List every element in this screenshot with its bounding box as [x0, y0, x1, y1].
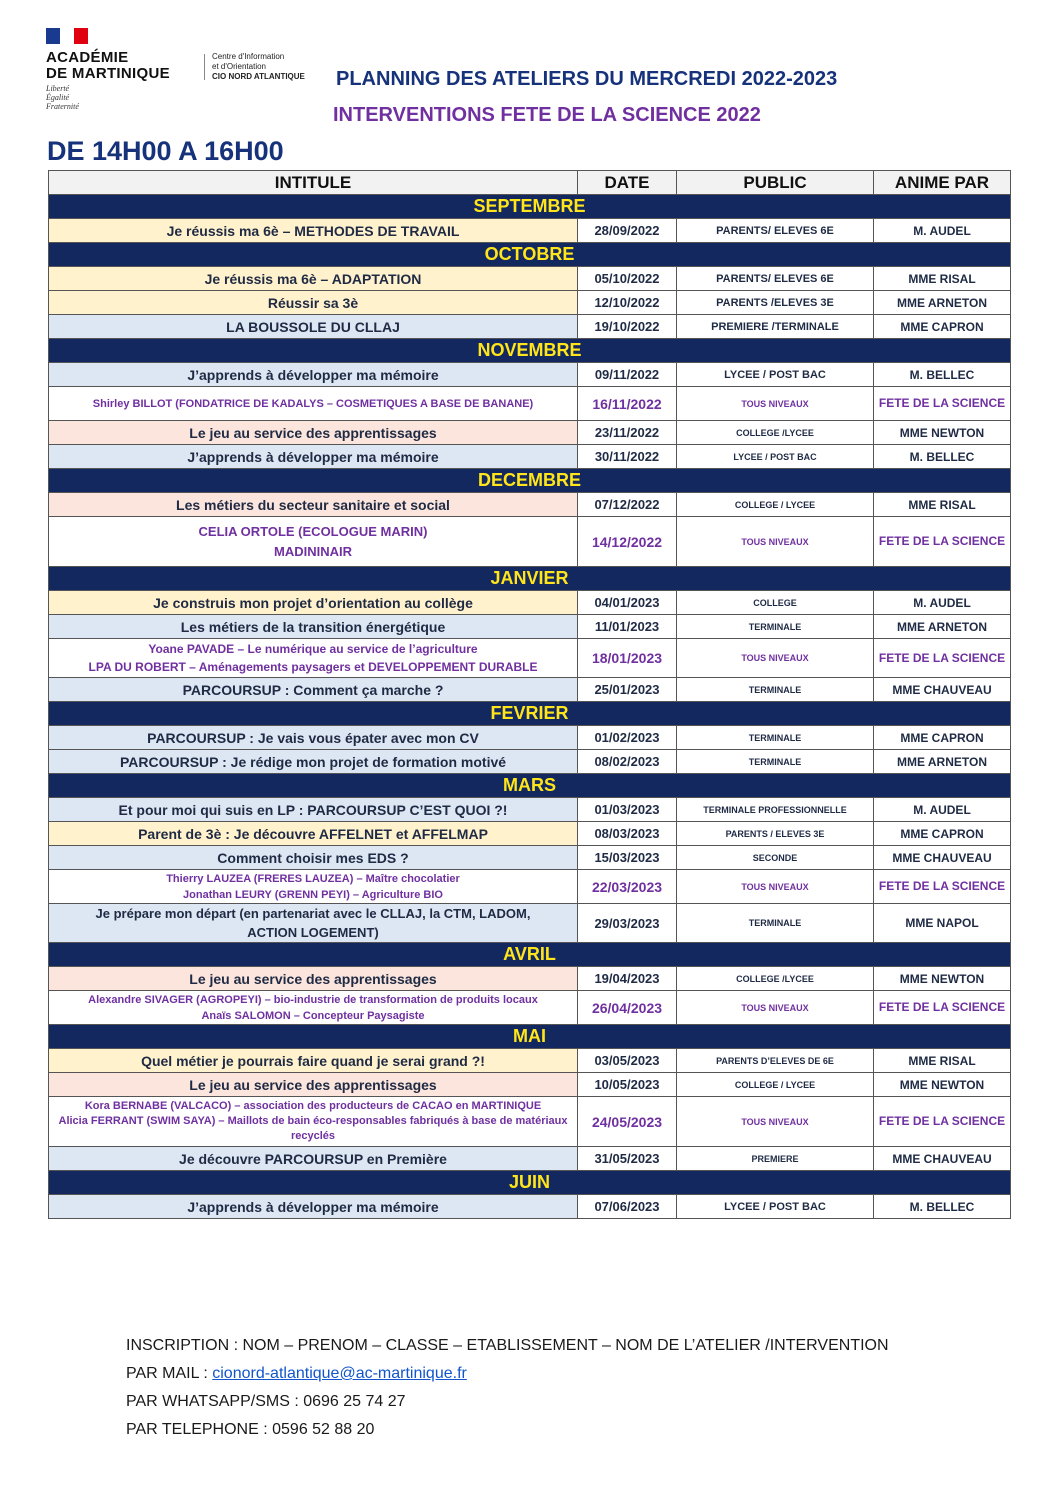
header-intitule: INTITULE [49, 171, 578, 195]
table-row [49, 639, 1011, 678]
cell-intitule: Quel métier je pourrais faire quand je serai grand ?! [49, 1049, 578, 1073]
table-row [49, 1195, 1011, 1219]
table-row [49, 315, 1011, 339]
table-row [49, 1049, 1011, 1073]
phone-line: PAR TELEPHONE : 0596 52 88 20 [126, 1421, 375, 1438]
month-label: JANVIER [49, 567, 1011, 591]
cell-date: 07/12/2022 [578, 493, 677, 517]
table-row [49, 750, 1011, 774]
table-row [49, 798, 1011, 822]
cell-intitule: Réussir sa 3è [49, 291, 578, 315]
cell-intitule: Thierry LAUZEA (FRERES LAUZEA) – Maître chocolatier Jonathan LEURY (GRENN PEYI) – Agriculture BIO [49, 870, 578, 904]
cell-date: 09/11/2022 [578, 363, 677, 387]
cell-intitule: Les métiers de la transition énergétique [49, 615, 578, 639]
cell-anime-par: MME CAPRON [874, 822, 1011, 846]
logo-divider [204, 54, 205, 80]
cell-date: 22/03/2023 [578, 870, 677, 904]
table-row [49, 991, 1011, 1025]
cell-intitule: Parent de 3è : Je découvre AFFELNET et AFFELMAP [49, 822, 578, 846]
table-row [49, 870, 1011, 904]
cell-date: 16/11/2022 [578, 387, 677, 421]
cell-anime-par: MME RISAL [874, 1049, 1011, 1073]
cell-date: 14/12/2022 [578, 517, 677, 567]
month-row [49, 339, 1011, 363]
academie-logo [46, 24, 326, 114]
cell-public: LYCEE / POST BAC [677, 445, 874, 469]
month-label: MAI [49, 1025, 1011, 1049]
table-row [49, 387, 1011, 421]
registration-line: INSCRIPTION : NOM – PRENOM – CLASSE – ETABLISSEMENT – NOM DE L’ATELIER /INTERVENTION [126, 1337, 889, 1354]
cell-intitule: Je prépare mon départ (en partenariat avec le CLLAJ, la CTM, LADOM, ACTION LOGEMENT) [49, 904, 578, 943]
cell-intitule: CELIA ORTOLE (ECOLOGUE MARIN) MADININAIR [49, 517, 578, 567]
schedule-hours: DE 14H00 A 16H00 [47, 136, 284, 166]
month-row [49, 195, 1011, 219]
cell-intitule: Et pour moi qui suis en LP : PARCOURSUP C’EST QUOI ?! [49, 798, 578, 822]
cell-intitule: PARCOURSUP : Comment ça marche ? [49, 678, 578, 702]
month-label: MARS [49, 774, 1011, 798]
mail-label: PAR MAIL : [126, 1365, 213, 1382]
cell-anime-par: FETE DE LA SCIENCE [874, 387, 1011, 421]
month-row [49, 469, 1011, 493]
page-title: PLANNING DES ATELIERS DU MERCREDI 2022-2023 [336, 68, 838, 90]
cell-date: 23/11/2022 [578, 421, 677, 445]
cell-public: PARENTS/ ELEVES 6E [677, 267, 874, 291]
cell-intitule: Les métiers du secteur sanitaire et social [49, 493, 578, 517]
table-row [49, 291, 1011, 315]
cell-date: 19/10/2022 [578, 315, 677, 339]
cell-public: TERMINALE [677, 678, 874, 702]
table-row [49, 363, 1011, 387]
cell-anime-par: MME NEWTON [874, 1073, 1011, 1097]
month-row [49, 1025, 1011, 1049]
cell-intitule: Comment choisir mes EDS ? [49, 846, 578, 870]
month-row [49, 243, 1011, 267]
cell-public: COLLEGE /LYCEE [677, 421, 874, 445]
cell-public: TOUS NIVEAUX [677, 991, 874, 1025]
cell-anime-par: MME CAPRON [874, 726, 1011, 750]
cell-date: 12/10/2022 [578, 291, 677, 315]
cell-date: 18/01/2023 [578, 639, 677, 678]
cell-intitule: Je découvre PARCOURSUP en Première [49, 1147, 578, 1171]
cell-date: 05/10/2022 [578, 267, 677, 291]
registration-info [126, 1332, 889, 1444]
table-row [49, 678, 1011, 702]
header-public: PUBLIC [677, 171, 874, 195]
cell-date: 29/03/2023 [578, 904, 677, 943]
french-flag-icon [46, 28, 88, 44]
cell-public: COLLEGE / LYCEE [677, 1073, 874, 1097]
cell-anime-par: MME CHAUVEAU [874, 1147, 1011, 1171]
cell-date: 28/09/2022 [578, 219, 677, 243]
cell-public: TERMINALE [677, 750, 874, 774]
cell-public: LYCEE / POST BAC [677, 363, 874, 387]
cell-intitule: Shirley BILLOT (FONDATRICE DE KADALYS – COSMETIQUES A BASE DE BANANE) [49, 387, 578, 421]
cell-intitule: J’apprends à développer ma mémoire [49, 363, 578, 387]
cell-anime-par: M. AUDEL [874, 798, 1011, 822]
cell-date: 10/05/2023 [578, 1073, 677, 1097]
cell-public: LYCEE / POST BAC [677, 1195, 874, 1219]
cell-public: PARENTS / ELEVES 3E [677, 822, 874, 846]
month-row [49, 774, 1011, 798]
table-row [49, 1097, 1011, 1147]
cell-intitule: LA BOUSSOLE DU CLLAJ [49, 315, 578, 339]
cell-anime-par: MME ARNETON [874, 291, 1011, 315]
cell-intitule: Kora BERNABE (VALCACO) – association des producteurs de CACAO en MARTINIQUE Alicia FERRANT (SWIM SAYA) – Maillots de bain éco-responsables fabriqués à base de matériaux recyclés [49, 1097, 578, 1147]
cell-anime-par: MME ARNETON [874, 615, 1011, 639]
cell-intitule: Yoane PAVADE – Le numérique au service de l’agriculture LPA DU ROBERT – Aménagements paysagers et DEVELOPPEMENT DURABLE [49, 639, 578, 678]
cio-name: Centre d'Information et d'Orientation CIO NORD ATLANTIQUE [212, 52, 305, 81]
table-row [49, 517, 1011, 567]
cell-intitule: Le jeu au service des apprentissages [49, 1073, 578, 1097]
cell-date: 01/03/2023 [578, 798, 677, 822]
cell-public: COLLEGE / LYCEE [677, 493, 874, 517]
whatsapp-line: PAR WHATSAPP/SMS : 0696 25 74 27 [126, 1393, 406, 1410]
cell-date: 11/01/2023 [578, 615, 677, 639]
cell-intitule: J’apprends à développer ma mémoire [49, 1195, 578, 1219]
email-link[interactable]: cionord-atlantique@ac-martinique.fr [212, 1365, 467, 1382]
cell-intitule: Je construis mon projet d’orientation au collège [49, 591, 578, 615]
cell-public: TOUS NIVEAUX [677, 387, 874, 421]
cell-intitule: PARCOURSUP : Je rédige mon projet de formation motivé [49, 750, 578, 774]
table-row [49, 615, 1011, 639]
month-label: FEVRIER [49, 702, 1011, 726]
cell-intitule: J’apprends à développer ma mémoire [49, 445, 578, 469]
cell-date: 19/04/2023 [578, 967, 677, 991]
table-row [49, 822, 1011, 846]
table-row [49, 591, 1011, 615]
cell-date: 24/05/2023 [578, 1097, 677, 1147]
cell-anime-par: M. BELLEC [874, 445, 1011, 469]
cell-intitule: Le jeu au service des apprentissages [49, 967, 578, 991]
academie-name: ACADÉMIE DE MARTINIQUE [46, 49, 170, 82]
table-row [49, 726, 1011, 750]
month-label: DECEMBRE [49, 469, 1011, 493]
cell-date: 04/01/2023 [578, 591, 677, 615]
cell-public: PARENTS D’ELEVES DE 6E [677, 1049, 874, 1073]
cell-anime-par: M. AUDEL [874, 591, 1011, 615]
table-header-row [49, 171, 1011, 195]
cell-public: TOUS NIVEAUX [677, 517, 874, 567]
month-label: SEPTEMBRE [49, 195, 1011, 219]
month-label: OCTOBRE [49, 243, 1011, 267]
cell-public: TOUS NIVEAUX [677, 1097, 874, 1147]
cell-public: TERMINALE [677, 726, 874, 750]
month-row [49, 702, 1011, 726]
cell-anime-par: FETE DE LA SCIENCE [874, 1097, 1011, 1147]
cell-public: TERMINALE [677, 615, 874, 639]
cell-date: 31/05/2023 [578, 1147, 677, 1171]
month-row [49, 943, 1011, 967]
cell-intitule: Le jeu au service des apprentissages [49, 421, 578, 445]
cell-public: TOUS NIVEAUX [677, 870, 874, 904]
month-label: AVRIL [49, 943, 1011, 967]
header-anime-par: ANIME PAR [874, 171, 1011, 195]
cell-date: 07/06/2023 [578, 1195, 677, 1219]
cell-anime-par: MME ARNETON [874, 750, 1011, 774]
table-row [49, 267, 1011, 291]
cell-date: 26/04/2023 [578, 991, 677, 1025]
cell-anime-par: FETE DE LA SCIENCE [874, 870, 1011, 904]
cell-anime-par: MME CHAUVEAU [874, 678, 1011, 702]
cell-date: 25/01/2023 [578, 678, 677, 702]
cell-public: PREMIERE /TERMINALE [677, 315, 874, 339]
cell-anime-par: MME NEWTON [874, 967, 1011, 991]
table-row [49, 445, 1011, 469]
table-row [49, 904, 1011, 943]
cell-public: TERMINALE [677, 904, 874, 943]
page-subtitle: INTERVENTIONS FETE DE LA SCIENCE 2022 [333, 104, 761, 126]
table-row [49, 493, 1011, 517]
cell-anime-par: M. BELLEC [874, 363, 1011, 387]
cell-intitule: PARCOURSUP : Je vais vous épater avec mon CV [49, 726, 578, 750]
cell-anime-par: MME RISAL [874, 493, 1011, 517]
mail-line [126, 1360, 889, 1388]
cell-public: TOUS NIVEAUX [677, 639, 874, 678]
table-row [49, 1073, 1011, 1097]
month-row [49, 1171, 1011, 1195]
table-row [49, 846, 1011, 870]
cell-anime-par: MME NEWTON [874, 421, 1011, 445]
cell-public: PREMIERE [677, 1147, 874, 1171]
header-date: DATE [578, 171, 677, 195]
month-label: NOVEMBRE [49, 339, 1011, 363]
month-row [49, 567, 1011, 591]
cell-public: PARENTS/ ELEVES 6E [677, 219, 874, 243]
table-row [49, 421, 1011, 445]
cell-anime-par: MME CAPRON [874, 315, 1011, 339]
cell-public: TERMINALE PROFESSIONNELLE [677, 798, 874, 822]
table-row [49, 219, 1011, 243]
table-row [49, 967, 1011, 991]
cell-anime-par: MME NAPOL [874, 904, 1011, 943]
month-label: JUIN [49, 1171, 1011, 1195]
cell-anime-par: FETE DE LA SCIENCE [874, 991, 1011, 1025]
cell-public: SECONDE [677, 846, 874, 870]
cell-date: 30/11/2022 [578, 445, 677, 469]
cell-public: COLLEGE [677, 591, 874, 615]
republic-motto: Liberté Égalité Fraternité [46, 84, 79, 111]
cell-anime-par: MME CHAUVEAU [874, 846, 1011, 870]
cell-anime-par: M. AUDEL [874, 219, 1011, 243]
cell-intitule: Je réussis ma 6è – METHODES DE TRAVAIL [49, 219, 578, 243]
cell-date: 08/03/2023 [578, 822, 677, 846]
cell-date: 08/02/2023 [578, 750, 677, 774]
cell-date: 01/02/2023 [578, 726, 677, 750]
cell-date: 03/05/2023 [578, 1049, 677, 1073]
cell-intitule: Je réussis ma 6è – ADAPTATION [49, 267, 578, 291]
cell-public: COLLEGE /LYCEE [677, 967, 874, 991]
table-row [49, 1147, 1011, 1171]
cell-anime-par: FETE DE LA SCIENCE [874, 517, 1011, 567]
cell-public: PARENTS /ELEVES 3E [677, 291, 874, 315]
cell-date: 15/03/2023 [578, 846, 677, 870]
cell-anime-par: M. BELLEC [874, 1195, 1011, 1219]
cell-intitule: Alexandre SIVAGER (AGROPEYI) – bio-industrie de transformation de produits locaux Anaïs SALOMON – Concepteur Paysagiste [49, 991, 578, 1025]
cell-anime-par: FETE DE LA SCIENCE [874, 639, 1011, 678]
planning-table [48, 170, 1011, 1219]
cell-anime-par: MME RISAL [874, 267, 1011, 291]
